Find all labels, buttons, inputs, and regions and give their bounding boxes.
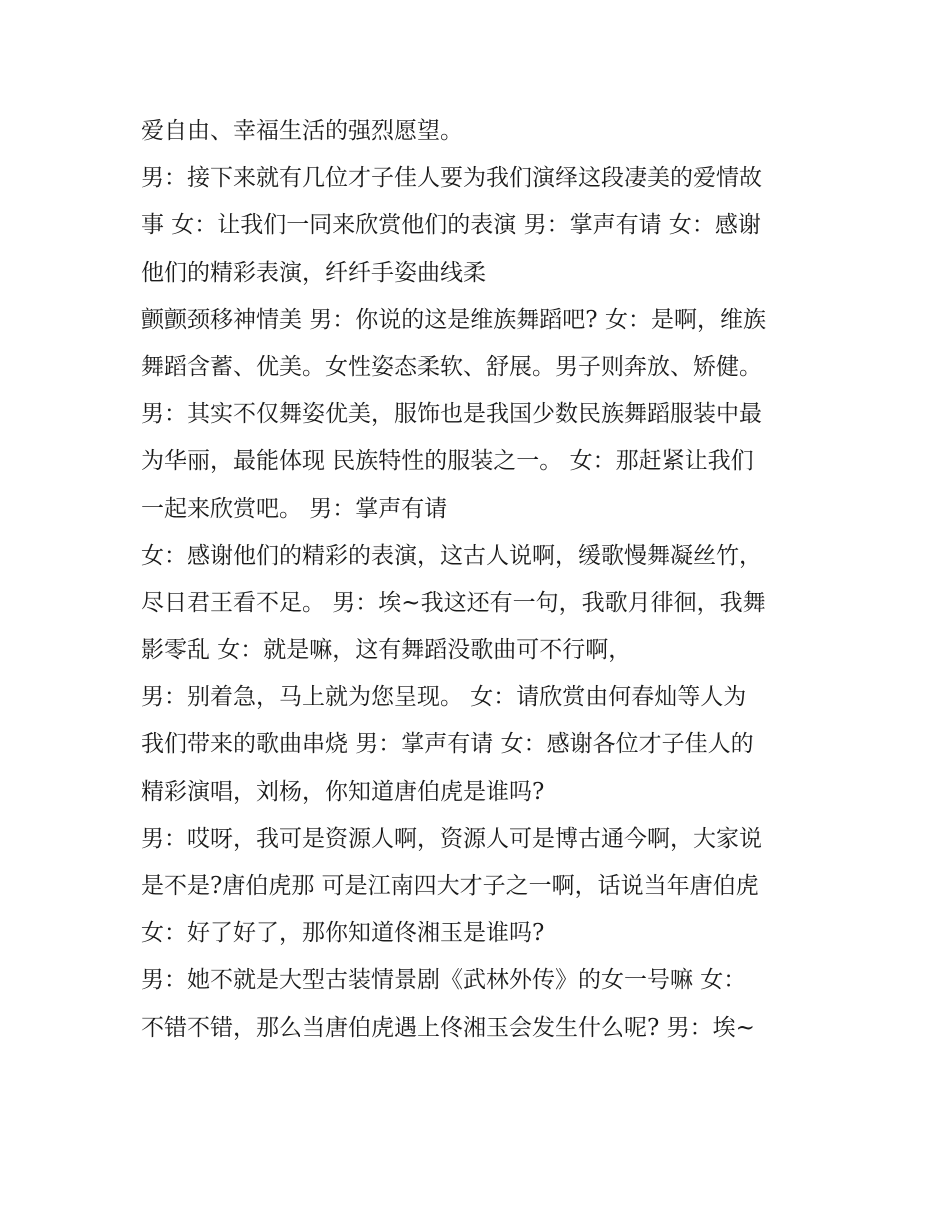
text-line: 我们带来的歌曲串烧 男：掌声有请 女：感谢各位才子佳人的 (141, 731, 754, 758)
text-line: 爱自由、幸福生活的强烈愿望。 (141, 118, 463, 144)
text-line: 精彩演唱，刘杨，你知道唐伯虎是谁吗? (141, 778, 545, 805)
text-line: 男：别着急，马上就为您呈现。 女：请欣赏由何春灿等人为 (141, 684, 747, 711)
text-line: 颤颤颈移神情美 男：你说的这是维族舞蹈吧? 女：是啊，维族 (141, 306, 766, 333)
text-line: 男：她不就是大型古装情景剧《武林外传》的女一号嘛 女： (141, 967, 747, 994)
text-line: 女：感谢他们的精彩的表演，这古人说啊，缓歌慢舞凝丝竹， (141, 542, 762, 569)
text-line: 一起来欣赏吧。 男：掌声有请 (141, 495, 448, 522)
text-line: 为华丽，最能体现 民族特性的服装之一。 女：那赶紧让我们 (141, 448, 754, 475)
text-line: 男：其实不仅舞姿优美，服饰也是我国少数民族舞蹈服装中最 (141, 401, 762, 428)
text-line: 尽日君王看不足。 男：埃~我这还有一句，我歌月徘徊，我舞 (141, 589, 766, 616)
text-line: 事 女：让我们一同来欣赏他们的表演 男：掌声有请 女：感谢 (141, 212, 761, 239)
text-line: 女：好了好了，那你知道佟湘玉是谁吗? (141, 920, 545, 947)
text-line: 男：哎呀，我可是资源人啊，资源人可是博古通今啊，大家说 (141, 825, 762, 852)
text-line: 舞蹈含蓄、优美。女性姿态柔软、舒展。男子则奔放、矫健。 (141, 353, 762, 380)
text-line: 男：接下来就有几位才子佳人要为我们演绎这段凄美的爱情故 (141, 165, 762, 192)
text-line: 不错不错，那么当唐伯虎遇上佟湘玉会发生什么呢? 男：埃~ (141, 1014, 755, 1041)
text-line: 是不是?唐伯虎那 可是江南四大才子之一啊，话说当年唐伯虎 (141, 873, 759, 899)
body-text (141, 108, 821, 1052)
text-line: 他们的精彩表演，纤纤手姿曲线柔 (141, 259, 486, 286)
text-line: 影零乱 女：就是嘛，这有舞蹈没歌曲可不行啊， (141, 637, 632, 664)
